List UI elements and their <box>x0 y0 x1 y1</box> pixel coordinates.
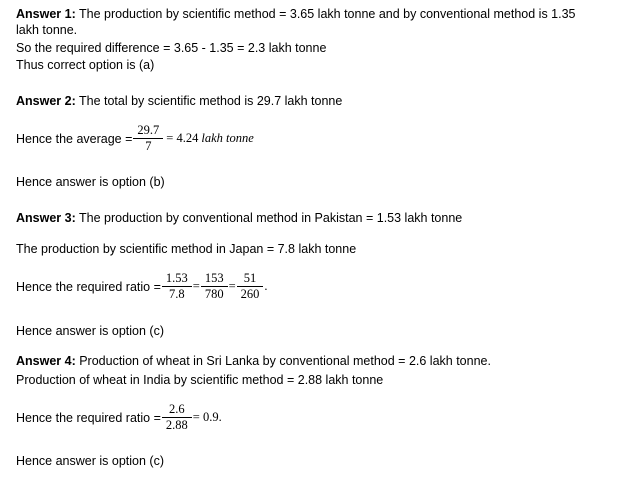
answer-3-line-2: The production by scientific method in Japan = 7.8 lakh tonne <box>16 242 357 256</box>
answer-4-numerator: 2.6 <box>162 403 192 418</box>
answer-4-line-1 <box>16 353 491 369</box>
answer-3-line-1 <box>16 210 462 226</box>
answer-1-line-2: lakh tonne. <box>16 23 78 37</box>
answer-3-ratio-equation <box>16 272 268 301</box>
answer-1-line-3: So the required difference = 3.65 - 1.35 = 2.3 lakh tonne <box>16 41 327 55</box>
answer-3-fraction-1-numerator: 1.53 <box>162 272 192 287</box>
answer-2-conclusion: Hence answer is option (b) <box>16 175 165 189</box>
answer-3-period: . <box>264 279 268 293</box>
answer-1-label: Answer 1: <box>16 7 76 21</box>
answer-3-fraction-2-denominator: 780 <box>204 287 224 301</box>
answer-3-fraction-2-numerator: 153 <box>201 272 228 287</box>
answer-2-line-1 <box>16 93 342 109</box>
answer-1-text: The production by scientific method = 3.65 lakh tonne and by conventional method is 1.35 <box>75 7 576 21</box>
answer-2-unit: lakh tonne <box>201 131 254 145</box>
answer-3-fraction-1 <box>162 272 192 301</box>
answer-4-ratio-equation <box>16 403 222 432</box>
answer-4-ratio-prefix: Hence the required ratio = <box>16 410 161 425</box>
answer-4-fraction <box>162 403 192 432</box>
answer-4-denominator: 2.88 <box>165 418 188 432</box>
answer-2-text: The total by scientific method is 29.7 lakh tonne <box>75 94 343 108</box>
answer-1-line-1 <box>16 6 576 22</box>
answer-3-fraction-3-denominator: 260 <box>240 287 260 301</box>
answer-1-line-4: Thus correct option is (a) <box>16 58 155 72</box>
answer-4-text: Production of wheat in Sri Lanka by conventional method = 2.6 lakh tonne. <box>75 354 491 368</box>
answer-4-label: Answer 4: <box>16 354 76 368</box>
answer-2-result: = 4.24 <box>166 131 199 145</box>
answer-3-text: The production by conventional method in Pakistan = 1.53 lakh tonne <box>75 211 463 225</box>
answer-2-fraction <box>133 124 163 153</box>
answer-2-average-prefix: Hence the average = <box>16 131 133 146</box>
answer-3-label: Answer 3: <box>16 211 76 225</box>
answer-3-conclusion: Hence answer is option (c) <box>16 324 164 338</box>
answer-2-denominator: 7 <box>145 139 152 153</box>
answer-4-line-2: Production of wheat in India by scientific method = 2.88 lakh tonne <box>16 373 384 387</box>
answer-3-ratio-prefix: Hence the required ratio = <box>16 279 161 294</box>
answer-3-fraction-1-denominator: 7.8 <box>169 287 185 301</box>
answer-2-average-equation <box>16 124 254 153</box>
answer-3-fraction-3 <box>237 272 264 301</box>
answer-4-conclusion: Hence answer is option (c) <box>16 454 164 468</box>
answer-3-equals-1: = <box>192 279 200 293</box>
answer-4-result: = 0.9. <box>192 410 222 424</box>
answer-3-fraction-3-numerator: 51 <box>237 272 264 287</box>
answer-2-numerator: 29.7 <box>133 124 163 139</box>
answer-3-equals-2: = <box>228 279 236 293</box>
answer-2-label: Answer 2: <box>16 94 76 108</box>
answer-3-fraction-2 <box>201 272 228 301</box>
